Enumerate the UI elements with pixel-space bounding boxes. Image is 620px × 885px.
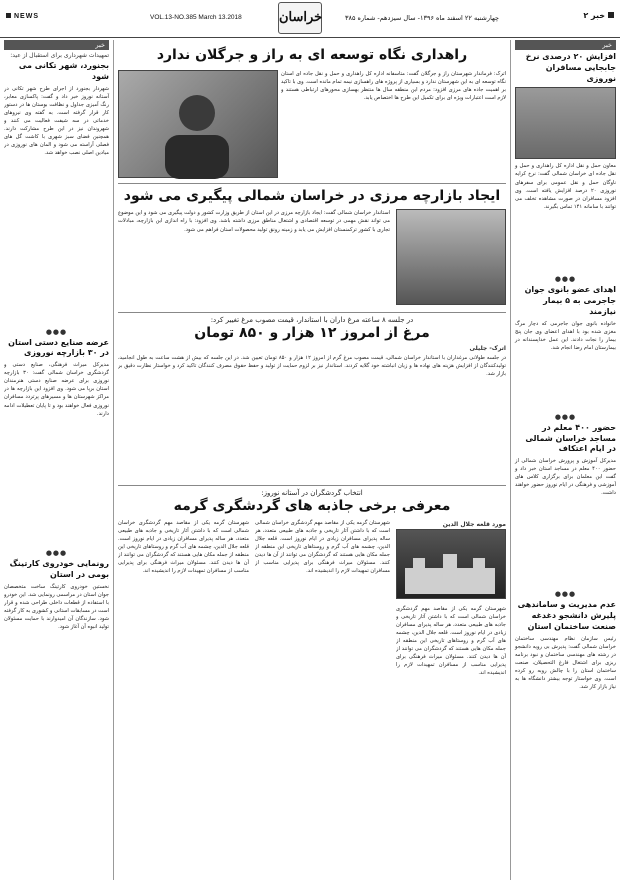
- article-road: [118, 70, 506, 180]
- castle-icon: [395, 530, 505, 600]
- article-body: شهردار بجنورد از اجرای طرح شهر تکانی در آستانه نوروز خبر داد و گفت: پاکسازی معابر، رنگ آمیزی جداول و نظافت بوستان ها در دستور کار قرار گرفته است. به گفته وی نیروهای خدماتی در سه شیفت فعالیت می کنند و شهروندان نیز در این طرح مشارکت دارند. همچنین فضای سبز شهری با کاشت گل های فصلی آراسته می شود و المان های نوروزی در میادین اصلی نصب خواهد شد.: [4, 85, 109, 157]
- section-label: [583, 11, 614, 20]
- article-title[interactable]: حضور ۴۰۰ معلم در مساجد خراسان شمالی در ایام اعتکاف: [525, 422, 616, 454]
- section-label-text: خبر ۲: [583, 11, 605, 20]
- article-kicker: تمهیدات شهرداری برای استقبال از عید:: [10, 52, 109, 59]
- issue-info-en: VOL.13-NO.385 March 13.2018: [150, 14, 242, 21]
- article-body: نخستین خودروی کارتینگ ساخت متخصصان جوان استان در مراسمی رونمایی شد. این خودرو با استفاده از قطعات داخلی طراحی شده و قرار است در مسابقات استانی و کشوری به کار گرفته شود. سازندگان آن امیدوارند با حمایت مسئولان تولید انبوه آن آغاز شود.: [4, 583, 109, 631]
- article-title[interactable]: عرضه صنایع دستی استان در ۳۰ بازارچه نوروزی: [8, 337, 109, 358]
- issue-info-fa: چهارشنبه ۲۲ اسفند ماه ۱۳۹۶- سال سیزدهم- شماره ۳۸۵: [345, 14, 499, 22]
- article-body: اترک: فرماندار شهرستان راز و جرگلان گفت: متاسفانه اداره کل راهداری و حمل و نقل جاده ای استان نگاه توسعه ای به این شهرستان ندارد و بسیاری از پروژه های راهسازی نیمه تمام مانده است. وی با تاکید بر اهمیت جاده های مرزی افزود: مردم این منطقه سال ها منتظر بهسازی محورهای ارتباطی هستند و لازم است اعتبارات ویژه ای برای تکمیل این طرح ها اختصاص یابد.: [281, 71, 506, 102]
- divider: [118, 183, 506, 184]
- traffic-photo: [515, 87, 616, 159]
- headline-chicken-price[interactable]: مرغ از امروز ۱۲ هزار و ۸۵۰ تومان: [194, 325, 430, 342]
- headline-tourism[interactable]: معرفی برخی جاذبه های گردشگری گرمه: [173, 497, 451, 514]
- column-bar: خبر: [4, 40, 109, 50]
- photo-caption: مورد قلعه جلال الدین: [442, 520, 506, 528]
- page-header: [0, 0, 620, 38]
- left-news-column: [4, 40, 114, 880]
- article-body: در جلسه طولانی مرغداران با استاندار خراسان شمالی، قیمت مصوب مرغ گرم از امروز ۱۲ هزار و ۸۵۰ تومان تعیین شد. در این جلسه که بیش از هشت ساعت به طول انجامید، تولیدکنندگان از افزایش هزینه های نهاده ها و زیان انباشته خود گلایه کردند. استاندار نیز بر لزوم حمایت از تولید و حفظ حقوق مصرف کنندگان تاکید کرد و خواستار نظارت دقیق بر بازار شد.: [118, 354, 506, 377]
- divider: [118, 485, 506, 486]
- article-kicker: انتخاب گردشگران در آستانه نوروز:: [261, 488, 363, 497]
- article-body: شهرستان گرمه یکی از مقاصد مهم گردشگری خراسان شمالی است که با داشتن آثار تاریخی و جاذبه های طبیعی متعدد، هر ساله پذیرای مسافران زیادی در ایام نوروز است. قلعه جلال الدین، چشمه های آب گرم و روستاهای تاریخی این منطقه از جمله مکان هایی هستند که گردشگران می توانند از آن ها دیدن کنند. مسئولان میراث فرهنگی برای پذیرایی مناسب از مسافران تمهیدات لازم را اندیشیده اند.: [255, 519, 390, 575]
- article-body: رئیس سازمان نظام مهندسی ساختمان خراسان شمالی گفت: پذیرش بی رویه دانشجو در رشته های مهندسی ساختمان و نبود برنامه ریزی برای اشتغال فارغ التحصیلان، صنعت ساختمان استان را با چالش روبه رو کرده است. وی خواستار توجه بیشتر دانشگاه ها به نیاز بازار کار شد.: [515, 635, 616, 690]
- article-body: شهرستان گرمه یکی از مقاصد مهم گردشگری خراسان شمالی است که با داشتن آثار تاریخی و جاذبه های طبیعی متعدد، هر ساله پذیرای مسافران زیادی در ایام نوروز است. قلعه جلال الدین، چشمه های آب گرم و روستاهای تاریخی این منطقه از جمله مکان هایی هستند که گردشگران می توانند از آن ها دیدن کنند. مسئولان میراث فرهنگی برای پذیرایی مناسب از مسافران تمهیدات لازم را اندیشیده اند.: [396, 605, 506, 677]
- separator-dots: ●●●: [554, 590, 577, 599]
- person-icon: [118, 71, 277, 179]
- article-body: شهرستان گرمه یکی از مقاصد مهم گردشگری خراسان شمالی است که با داشتن آثار تاریخی و جاذبه های طبیعی متعدد، هر ساله پذیرای مسافران زیادی در ایام نوروز است. قلعه جلال الدین، چشمه های آب گرم و روستاهای تاریخی این منطقه از جمله مکان هایی هستند که گردشگران می توانند از آن ها دیدن کنند. مسئولان میراث فرهنگی برای پذیرایی مناسب از مسافران تمهیدات لازم را اندیشیده اند.: [118, 519, 249, 575]
- separator-dots: ●●●: [45, 327, 68, 336]
- headline-border-market[interactable]: ایجاد بازارچه مرزی در خراسان شمالی پیگیری می شود: [123, 188, 501, 205]
- square-icon: [608, 12, 614, 18]
- divider: [118, 312, 506, 313]
- article-kicker: در جلسه ۸ ساعته مرغ داران با استاندار، قیمت مصوب مرغ تغییر کرد:: [210, 316, 414, 325]
- right-news-column: [510, 40, 616, 880]
- article-title[interactable]: اهدای عضو بانوی جوان جاجرمی به ۵ بیمار نیازمند: [524, 285, 616, 316]
- square-icon: [6, 13, 11, 18]
- article-title[interactable]: افزایش ۲۰ درصدی نرخ جابجایی مسافران نوروزی: [525, 52, 616, 83]
- article-body: خانواده بانوی جوان جاجرمی که دچار مرگ مغزی شده بود با اهدای اعضای وی جان پنج بیمار را نجات دادند. این عمل خداپسندانه در بیمارستان امام رضا انجام شد.: [515, 320, 616, 351]
- article-body: معاون حمل و نقل اداره کل راهداری و حمل و نقل جاده ای خراسان شمالی گفت: نرخ کرایه ناوگان حمل و نقل عمومی برای سفرهای نوروزی ۲۰ درصد افزایش یافته است. وی افزود مسافران در صورت مشاهده تخلف می توانند با سامانه ۱۴۱ تماس بگیرند.: [515, 163, 616, 210]
- article-title[interactable]: بجنورد، شهر تکانی می شود: [18, 61, 109, 81]
- article-byline: اترک- جلیلی: [469, 344, 506, 352]
- official-portrait-photo: [118, 70, 278, 178]
- news-label-text: NEWS: [14, 13, 39, 20]
- news-label: [6, 13, 39, 20]
- article-title[interactable]: عدم مدیریت و ساماندهی پلیرش دانشجو دغدغه صنعت ساختمان استان: [517, 600, 616, 631]
- column-bar: خبر: [515, 40, 616, 50]
- article-border-market: [118, 209, 506, 309]
- article-tourism: [118, 519, 506, 849]
- headline-road[interactable]: راهداری نگاه توسعه ای به راز و جرگلان ندارد: [156, 47, 468, 63]
- article-body: استاندار خراسان شمالی گفت: ایجاد بازارچه مرزی در این استان از طریق وزارت کشور و دولت پیگیری می شود و این موضوع می تواند نقش مهمی در توسعه اقتصادی و اشتغال مناطق مرزی داشته باشد. وی افزود: با راه اندازی این بازارچه، مبادلات تجاری با کشور ترکمنستان افزایش می یابد و زمینه رونق تولید محصولات استان فراهم می شود.: [118, 210, 390, 233]
- article-body: مدیرکل آموزش و پرورش خراسان شمالی از حضور ۴۰۰ معلم در مساجد استان خبر داد و گفت این معلمان برای برگزاری کلاس های آموزشی و فرهنگی در ایام نوروز حضور خواهند داشت.: [515, 458, 616, 497]
- separator-dots: ●●●: [554, 412, 577, 421]
- castle-photo: [396, 529, 506, 599]
- center-news-area: [118, 40, 506, 880]
- separator-dots: ●●●: [45, 549, 68, 558]
- separator-dots: ●●●: [554, 275, 577, 284]
- market-photo: [396, 209, 506, 305]
- article-title[interactable]: رونمایی خودروی کارتینگ بومی در استان: [9, 559, 109, 579]
- article-body: مدیرکل میراث فرهنگی، صنایع دستی و گردشگری خراسان شمالی گفت: ۳۰ بازارچه نوروزی برای عرضه صنایع دستی هنرمندان استان برپا می شود. وی افزود این بازارچه ها در مراکز شهرستان ها و مسیرهای پرتردد مسافران نوروزی فعال خواهند بود و تا پایان تعطیلات ادامه دارند.: [4, 362, 109, 417]
- newspaper-logo: خراسان: [278, 2, 322, 34]
